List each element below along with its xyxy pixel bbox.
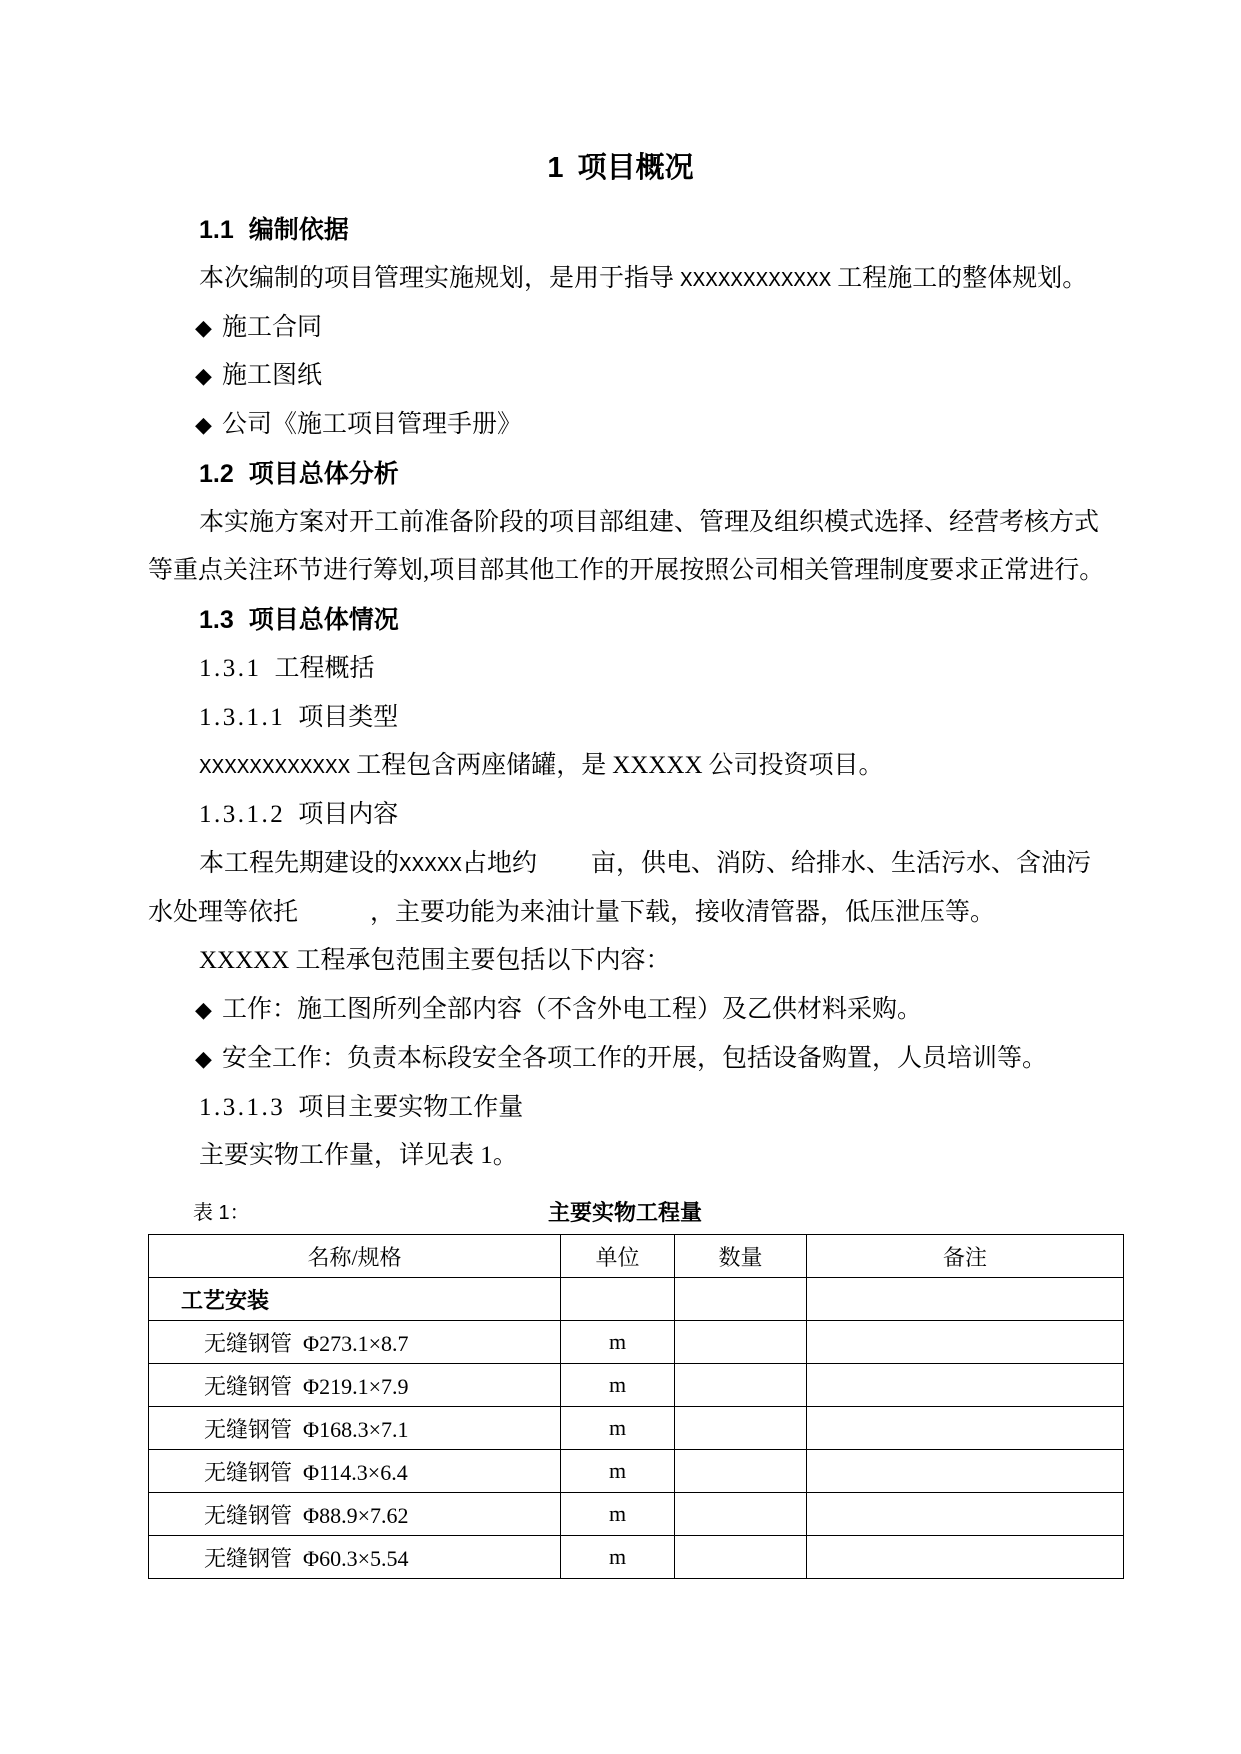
item-number: 1.3.1.2 xyxy=(199,801,286,828)
diamond-bullet-icon: ◆ xyxy=(195,1046,212,1072)
group-label: 工艺安装 xyxy=(149,1278,561,1321)
paragraph-text: 工程施工的整体规划。 xyxy=(837,264,1088,292)
unit-cell: m xyxy=(561,1407,675,1450)
quantity-cell xyxy=(675,1278,807,1321)
item-name: 无缝钢管 xyxy=(204,1373,293,1399)
section-heading-1-2 xyxy=(148,450,1093,499)
item-title: 项目类型 xyxy=(298,703,399,731)
column-header-unit: 单位 xyxy=(561,1235,675,1278)
list-item-text: 施工合同 xyxy=(222,313,323,341)
unit-cell xyxy=(561,1278,675,1321)
subsection-number: 1.3.1 xyxy=(199,654,262,682)
section-title: 编制依据 xyxy=(248,216,349,244)
column-header-remark: 备注 xyxy=(807,1235,1124,1278)
item-number: 1.3.1.3 xyxy=(199,1093,286,1121)
paragraph-text: ，主要功能为来油计量下载，接收清管器，低压泄压等。 xyxy=(370,898,996,926)
paragraph-project-type xyxy=(148,742,1093,791)
table-row xyxy=(149,1450,1124,1493)
document-body xyxy=(148,206,1105,1181)
paragraph-table-reference xyxy=(148,1132,1093,1181)
item-heading-1-3-1-2 xyxy=(148,791,1093,840)
chapter-number: 1 xyxy=(547,152,564,184)
unit-cell: m xyxy=(561,1450,675,1493)
paragraph-scope-intro xyxy=(148,937,1093,986)
diamond-bullet-icon: ◆ xyxy=(195,315,212,341)
quantity-cell xyxy=(675,1364,807,1407)
quantity-cell xyxy=(675,1321,807,1364)
paragraph-text: 等重点关注环节进行筹划,项目部其他工作的开展按照公司相关管理制度要求正常进行。 xyxy=(148,557,1105,585)
paragraph-text: 公司投资项目。 xyxy=(708,752,884,780)
project-code: XXXXXXXXXXXX xyxy=(680,269,832,293)
item-name: 无缝钢管 xyxy=(204,1545,293,1571)
column-header-quantity: 数量 xyxy=(675,1235,807,1278)
section-title: 项目总体分析 xyxy=(248,459,399,488)
item-title: 项目内容 xyxy=(298,801,399,828)
table-row xyxy=(149,1536,1124,1579)
table-label: 表 1： xyxy=(193,1202,250,1224)
company-code: XXXXX xyxy=(612,752,703,780)
paragraph-text: 本工程先期建设的 xyxy=(199,849,400,877)
subsection-heading-1-3-1 xyxy=(148,645,1093,694)
item-spec: Φ88.9×7.62 xyxy=(303,1502,409,1528)
paragraph-text: 本次编制的项目管理实施规划，是用于指导 xyxy=(199,264,675,292)
chapter-title xyxy=(148,144,1093,192)
list-item xyxy=(148,1035,1093,1084)
item-spec: Φ219.1×7.9 xyxy=(303,1373,409,1399)
quantity-cell xyxy=(675,1493,807,1536)
column-header-name-spec: 名称/规格 xyxy=(149,1235,561,1278)
table-group-row xyxy=(149,1278,1124,1321)
remark-cell xyxy=(807,1493,1124,1536)
section-number: 1.1 xyxy=(199,216,234,244)
list-item xyxy=(148,401,1093,450)
table-row xyxy=(149,1407,1124,1450)
remark-cell xyxy=(807,1278,1124,1321)
table-row xyxy=(149,1364,1124,1407)
item-name: 无缝钢管 xyxy=(204,1330,293,1356)
name-spec-cell xyxy=(149,1407,561,1450)
paragraph-line xyxy=(148,499,1100,548)
remark-cell xyxy=(807,1450,1124,1493)
paragraph-text: 占地约 xyxy=(462,849,538,877)
table-row xyxy=(149,1493,1124,1536)
unit-cell: m xyxy=(561,1536,675,1579)
paragraph-text: 水处理等依托 xyxy=(148,898,299,926)
table-header-row xyxy=(149,1235,1124,1278)
list-item xyxy=(148,986,1093,1035)
table-caption-row xyxy=(148,1198,1102,1228)
section-heading-1-1 xyxy=(148,206,1093,255)
item-spec: Φ168.3×7.1 xyxy=(303,1416,409,1442)
paragraph-text: 本实施方案对开工前准备阶段的项目部组建、管理及组织模式选择、经营考核方式 xyxy=(199,508,1100,536)
list-item-text: 工作：施工图所列全部内容（不含外电工程）及乙供材料采购。 xyxy=(222,996,923,1023)
paragraph-text: 工程包含两座储罐，是 xyxy=(356,752,607,780)
paragraph-text: 主要实物工作量，详见表 1。 xyxy=(199,1142,518,1170)
diamond-bullet-icon: ◆ xyxy=(195,998,212,1023)
quantity-cell xyxy=(675,1536,807,1579)
project-code: XXXXXXXXXXXX xyxy=(199,757,351,781)
item-spec: Φ60.3×5.54 xyxy=(303,1545,409,1571)
list-item xyxy=(148,304,1093,353)
item-number: 1.3.1.1 xyxy=(199,703,286,731)
section-heading-1-3 xyxy=(148,596,1093,645)
item-heading-1-3-1-1 xyxy=(148,694,1093,743)
quantity-cell xyxy=(675,1407,807,1450)
list-item-text: 施工图纸 xyxy=(222,362,323,390)
name-spec-cell xyxy=(149,1321,561,1364)
item-title: 项目主要实物工作量 xyxy=(298,1093,524,1121)
list-item-text: 安全工作：负责本标段安全各项工作的开展，包括设备购置，人员培训等。 xyxy=(222,1044,1048,1072)
name-spec-cell xyxy=(149,1493,561,1536)
item-spec: Φ114.3×6.4 xyxy=(303,1459,408,1485)
remark-cell xyxy=(807,1321,1124,1364)
list-item-text: 公司《施工项目管理手册》 xyxy=(222,411,523,438)
subsection-title: 工程概括 xyxy=(274,654,375,682)
remark-cell xyxy=(807,1364,1124,1407)
unit-cell: m xyxy=(561,1493,675,1536)
section-number: 1.3 xyxy=(199,606,234,634)
diamond-bullet-icon: ◆ xyxy=(195,413,212,438)
item-heading-1-3-1-3 xyxy=(148,1084,1093,1133)
paragraph-line xyxy=(148,547,1105,596)
name-spec-cell xyxy=(149,1450,561,1493)
item-name: 无缝钢管 xyxy=(204,1459,293,1485)
diamond-bullet-icon: ◆ xyxy=(195,364,212,390)
paragraph-text: 亩，供电、消防、给排水、生活污水、含油污 xyxy=(591,849,1092,877)
site-code: XXXXX xyxy=(399,854,463,878)
name-spec-cell xyxy=(149,1536,561,1579)
remark-cell xyxy=(807,1536,1124,1579)
paragraph-line xyxy=(148,889,1093,938)
item-name: 无缝钢管 xyxy=(204,1416,293,1442)
quantities-table xyxy=(148,1234,1124,1579)
unit-cell: m xyxy=(561,1321,675,1364)
table-row xyxy=(149,1321,1124,1364)
table-caption: 主要实物工程量 xyxy=(547,1200,702,1225)
name-spec-cell xyxy=(149,1364,561,1407)
remark-cell xyxy=(807,1407,1124,1450)
section-number: 1.2 xyxy=(199,459,234,488)
paragraph-line xyxy=(148,840,1093,889)
chapter-title-text: 项目概况 xyxy=(577,152,694,184)
unit-cell: m xyxy=(561,1364,675,1407)
section-title: 项目总体情况 xyxy=(248,606,399,634)
paragraph-text: XXXXX 工程承包范围主要包括以下内容： xyxy=(199,947,671,975)
item-name: 无缝钢管 xyxy=(204,1502,293,1528)
list-item xyxy=(148,352,1093,401)
item-spec: Φ273.1×8.7 xyxy=(303,1330,409,1356)
quantity-cell xyxy=(675,1450,807,1493)
paragraph-basis xyxy=(148,255,1093,304)
